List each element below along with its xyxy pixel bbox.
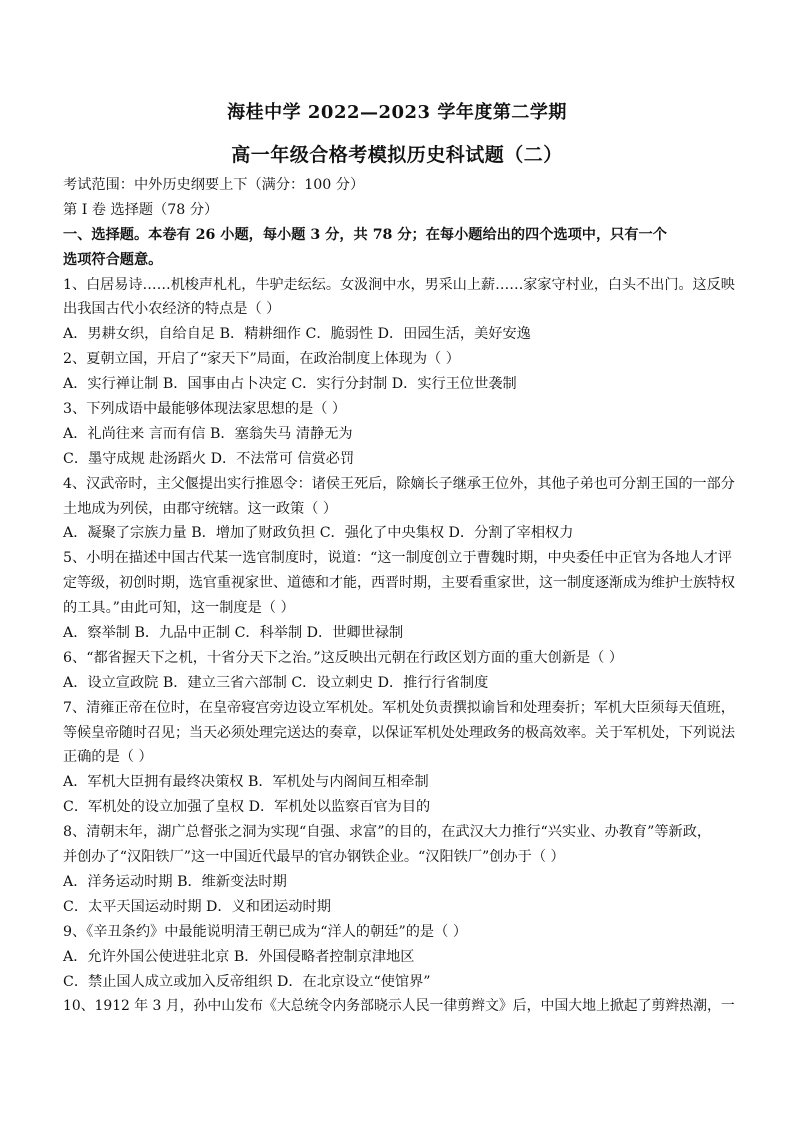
text-line: A．男耕女织，自给自足 B．精耕细作 C．脆弱性 D．田园生活，美好安逸 [63, 326, 531, 343]
text-line: 4、汉武帝时，主父偃提出实行推恩令：诸侯王死后，除嫡长子继承王位外，其他子弟也可分割王国的一部分 [63, 475, 735, 492]
text-line: A．礼尚往来 言而有信 B．塞翁失马 清静无为 [63, 425, 353, 442]
text-line: 6、“都省握天下之机，十省分天下之治。”这反映出元朝在行政区划方面的重大创新是（ ） [63, 649, 624, 666]
text-line: 并创办了“汉阳铁厂”这一中国近代最早的官办钢铁企业。“汉阳铁厂”创办于（ ） [63, 849, 565, 866]
text-line: C．墨守成规 赴汤蹈火 D．不法常可 信赏必罚 [63, 450, 355, 467]
text-line: A．凝聚了宗族力量 B．增加了财政负担 C．强化了中央集权 D．分割了宰相权力 [63, 525, 574, 542]
text-line: A．允许外国公使进驻北京 B．外国侵略者控制京津地区 [63, 948, 415, 965]
text-line: 一、选择题。本卷有 26 小题，每小题 3 分，共 78 分；在每小题给出的四个选项中，只有一个 [63, 226, 667, 243]
text-line: 土地成为列侯，由郡守统辖。这一政策（ ） [63, 500, 338, 517]
text-line: A．洋务运动时期 B．维新变法时期 [63, 873, 287, 890]
text-line: 选项符合题意。 [63, 251, 163, 268]
text-line: A．军机大臣拥有最终决策权 B．军机处与内阁间互相牵制 [63, 774, 429, 791]
exam-title: 海桂中学 2022—2023 学年度第二学期 [227, 102, 567, 123]
text-line: 第 I 卷 选择题（78 分） [63, 201, 219, 218]
text-line: 定等级，初创时期，选官重视家世、道德和才能，西晋时期，主要看重家世，这一制度逐渐成为维护士族特权 [63, 575, 736, 592]
text-line: 的工具。”由此可知，这一制度是（ ） [63, 600, 295, 617]
text-line: 8、清朝末年，湖广总督张之洞为实现“自强、求富”的目的，在武汉大力推行“兴实业、办教育”等新政， [63, 824, 712, 841]
text-line: 3、下列成语中最能够体现法家思想的是（ ） [63, 401, 347, 418]
text-line: 7、清雍正帝在位时，在皇帝寝宫旁边设立军机处。军机处负责撰拟谕旨和处理奏折；军机大臣须每天值班， [63, 699, 735, 716]
text-line: 考试范围：中外历史纲要上下（满分：100 分） [63, 177, 365, 193]
text-line: A．设立宣政院 B．建立三省六部制 C．设立刺史 D．推行行省制度 [63, 674, 489, 691]
text-line: 10、1912 年 3 月，孙中山发布《大总统令内务部晓示人民一律剪辫文》后，中国大地上掀起了剪辫热潮，一 [63, 998, 735, 1015]
text-line: 1、白居易诗……机梭声札札，牛驴走纭纭。女汲涧中水，男采山上薪……家家守村业，白头不出门。这反映 [63, 276, 735, 293]
text-line: C．军机处的设立加强了皇权 D．军机处以监察百官为目的 [63, 799, 431, 816]
text-line: 2、夏朝立国，开启了“家天下”局面，在政治制度上体现为（ ） [63, 351, 460, 368]
text-line: 9、《辛丑条约》中最能说明清王朝已成为“洋人的朝廷”的是（ ） [63, 923, 468, 940]
text-line: 正确的是（ ） [63, 749, 153, 766]
text-line: 出我国古代小农经济的特点是（ ） [63, 301, 281, 318]
exam-body [63, 173, 735, 1019]
text-line: A．察举制 B．九品中正制 C．科举制 D．世卿世禄制 [63, 625, 404, 642]
text-line: C．禁止国人成立或加入反帝组织 D．在北京设立“使馆界” [63, 973, 431, 990]
exam-subtitle: 高一年级合格考模拟历史科试题（二） [231, 144, 563, 166]
text-line: 等候皇帝随时召见；当天必须处理完送达的奏章，以保证军机处处理政务的极高效率。关于军机处，下列说法 [63, 724, 736, 741]
text-line: A．实行禅让制 B．国事由占卜决定 C．实行分封制 D．实行王位世袭制 [63, 376, 517, 393]
text-line: 5、小明在描述中国古代某一选官制度时，说道：“这一制度创立于曹魏时期，中央委任中正官为各地人才评 [63, 550, 732, 567]
text-line: C．太平天国运动时期 D．义和团运动时期 [63, 898, 331, 915]
